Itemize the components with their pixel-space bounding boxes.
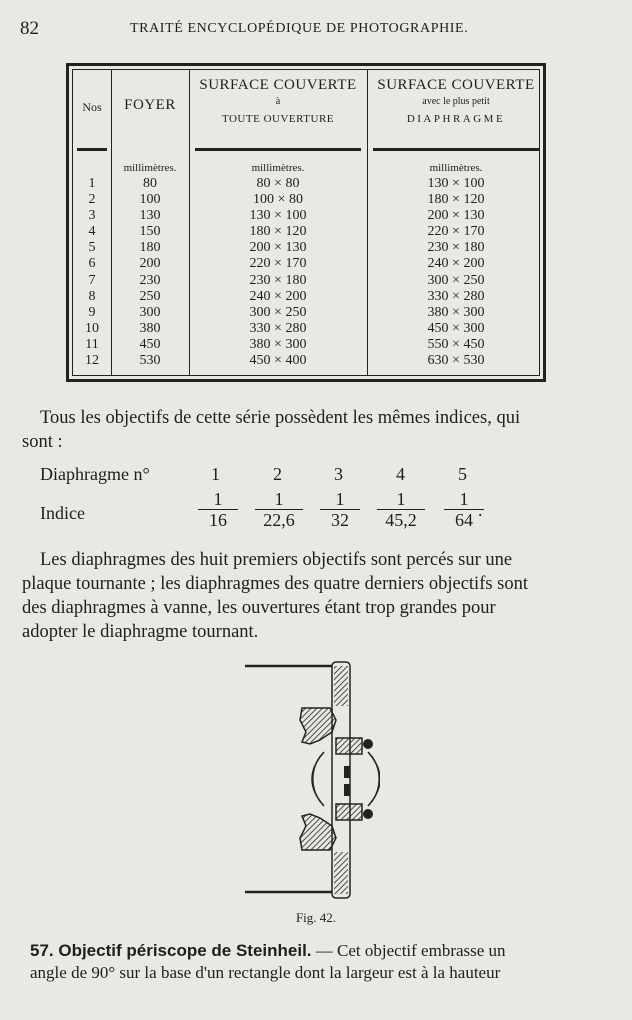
diaphragm-stop <box>344 766 350 778</box>
table-cell-s1: 380 × 300 <box>249 336 307 352</box>
table-cell-s2: 330 × 280 <box>427 288 485 304</box>
fraction-numerator: 1 <box>444 489 484 510</box>
table-cell-no: 5 <box>88 240 96 256</box>
front-meniscus-inner <box>313 756 320 802</box>
diaphragm-number: 5 <box>458 464 467 484</box>
fraction-denominator: 32 <box>331 510 349 530</box>
header-surface-full <box>189 78 367 126</box>
diaphragm-number: 1 <box>211 464 220 484</box>
section-57-line1 <box>30 940 610 962</box>
rear-lens-mount <box>300 814 336 850</box>
screw-head <box>363 809 373 819</box>
paragraph-diaphragms-line4: adopter le diaphragme tournant. <box>22 622 259 642</box>
table-cell-s2: 380 × 300 <box>427 304 485 320</box>
diaphragm-upper-block <box>336 738 362 754</box>
fraction-denominator: 22,6 <box>263 510 295 530</box>
header-surface-small-line2: avec le plus petit <box>422 96 490 107</box>
table-cell-no: 1 <box>88 176 96 191</box>
table-cell-s2: 240 × 200 <box>427 256 485 272</box>
header-nos <box>73 100 111 114</box>
column-foyer <box>111 176 189 369</box>
table-cell-no: 8 <box>88 288 96 304</box>
diaphragm-number: 3 <box>334 464 343 484</box>
unit-surface-full: millimètres. <box>251 162 305 174</box>
table-cell-no: 7 <box>88 272 96 288</box>
column-surface-small <box>367 176 545 369</box>
figure-caption: Fig. 42. <box>295 910 337 925</box>
section-57 <box>30 940 610 984</box>
header-rule <box>77 148 107 151</box>
header-foyer-label: FOYER <box>124 97 176 113</box>
header-nos-label: Nos <box>82 100 102 114</box>
section-heading: 57. Objectif périscope de Steinheil. <box>30 941 312 960</box>
table-cell-s1: 80 × 80 <box>256 176 300 191</box>
table-cell-foyer: 230 <box>139 272 161 288</box>
indice-fraction <box>198 489 238 530</box>
table-cell-s1: 240 × 200 <box>249 288 307 304</box>
page-header <box>20 18 612 42</box>
section-57-line2: angle de 90° sur la base d'un rectangle dont la largeur est à la hauteur <box>30 963 501 982</box>
column-nos <box>73 176 111 369</box>
fraction-numerator: 1 <box>198 489 238 510</box>
indice-fraction <box>320 489 360 530</box>
table-cell-no: 3 <box>88 208 96 224</box>
table-cell-s1: 130 × 100 <box>249 208 307 224</box>
paragraph-diaphragms-line2: plaque tournante ; les diaphragmes des quatre derniers objectifs sont <box>22 574 529 594</box>
diaphragm-number: 4 <box>396 464 405 484</box>
paragraph-indices-line1: Tous les objectifs de cette série possèdent les mêmes indices, qui <box>40 408 521 428</box>
fraction-denominator: 16 <box>209 510 227 530</box>
column-surface-full <box>189 176 367 369</box>
indice-label: Indice <box>40 503 85 523</box>
fraction-denominator: 45,2 <box>385 510 417 530</box>
table-cell-s2: 200 × 130 <box>427 208 485 224</box>
table-cell-foyer: 100 <box>139 192 161 208</box>
unit-foyer: millimètres. <box>123 162 177 174</box>
table-cell-foyer: 80 <box>143 176 157 191</box>
paragraph-diaphragms-line3: des diaphragmes à vanne, les ouvertures étant trop grandes pour <box>22 598 496 618</box>
table-cell-no: 4 <box>88 224 96 240</box>
unit-surface-small: millimètres. <box>429 162 483 174</box>
table-cell-s2: 550 × 450 <box>427 336 485 352</box>
table-cell-s1: 230 × 180 <box>249 272 307 288</box>
table-cell-s1: 300 × 250 <box>249 304 307 320</box>
table-cell-s2: 180 × 120 <box>427 192 485 208</box>
table-cell-foyer: 200 <box>139 256 161 272</box>
table-cell-foyer: 530 <box>139 353 161 369</box>
table-cell-s2: 630 × 530 <box>427 353 485 369</box>
flange-hatch <box>334 852 348 894</box>
flange-hatch <box>334 666 348 706</box>
front-lens-mount <box>300 708 336 744</box>
fraction-numerator: 1 <box>320 489 360 510</box>
paragraph-diaphragms-line1: Les diaphragmes des huit premiers objectifs sont percés sur une <box>40 550 513 570</box>
table-cell-s2: 130 × 100 <box>427 176 485 191</box>
table-cell-foyer: 180 <box>139 240 161 256</box>
diaphragm-lower-block <box>336 804 362 820</box>
table-cell-s1: 180 × 120 <box>249 224 307 240</box>
diaphragm-label: Diaphragme n° <box>40 464 150 484</box>
table-cell-no: 2 <box>88 192 96 208</box>
table-cell-s1: 220 × 170 <box>249 256 307 272</box>
table-cell-s1: 330 × 280 <box>249 320 307 336</box>
fraction-numerator: 1 <box>255 489 303 510</box>
header-surface-small <box>367 78 545 126</box>
table-cell-s1: 200 × 130 <box>249 240 307 256</box>
table-cell-s2: 300 × 250 <box>427 272 485 288</box>
table-cell-no: 6 <box>88 256 96 272</box>
indice-fraction <box>255 489 303 530</box>
table-cell-foyer: 150 <box>139 224 161 240</box>
header-surface-small-line3: DIAPHRAGME <box>406 113 506 125</box>
paragraph-indices-line2: sont : <box>22 432 63 452</box>
diaphragm-stop <box>344 784 350 796</box>
header-surface-small-line1: SURFACE COUVERTE <box>377 77 535 93</box>
lens-table <box>66 63 546 382</box>
fraction-numerator: 1 <box>377 489 425 510</box>
running-title: TRAITÉ ENCYCLOPÉDIQUE DE PHOTOGRAPHIE. <box>130 21 469 36</box>
table-cell-s2: 220 × 170 <box>427 224 485 240</box>
header-surface-full-line1: SURFACE COUVERTE <box>199 77 357 93</box>
fraction-end-dot: . <box>478 500 483 520</box>
section-57-line1-rest: — Cet objectif embrasse un <box>311 941 506 960</box>
header-surface-full-line3: TOUTE OUVERTURE <box>221 113 335 125</box>
table-cell-no: 10 <box>85 320 99 336</box>
screw-head <box>363 739 373 749</box>
table-cell-no: 12 <box>85 353 99 369</box>
table-cell-s2: 450 × 300 <box>427 320 485 336</box>
table-cell-s2: 230 × 180 <box>427 240 485 256</box>
indice-fraction <box>377 489 425 530</box>
diaphragm-number: 2 <box>273 464 282 484</box>
table-cell-no: 9 <box>88 304 96 320</box>
header-surface-full-line2: à <box>275 96 281 107</box>
table-cell-foyer: 300 <box>139 304 161 320</box>
table-cell-s1: 450 × 400 <box>249 353 307 369</box>
header-rule <box>373 148 539 151</box>
table-cell-foyer: 380 <box>139 320 161 336</box>
rear-meniscus-inner <box>372 756 379 802</box>
periscope-lens-figure <box>240 660 380 900</box>
table-cell-foyer: 130 <box>139 208 161 224</box>
table-cell-foyer: 250 <box>139 288 161 304</box>
table-cell-foyer: 450 <box>139 336 161 352</box>
header-rule <box>195 148 361 151</box>
fraction-denominator: 64 <box>455 510 473 530</box>
table-cell-s1: 100 × 80 <box>253 192 303 208</box>
table-cell-no: 11 <box>85 336 99 352</box>
lens-table-inner <box>72 69 540 376</box>
page-number: 82 <box>20 18 39 39</box>
header-foyer <box>111 98 189 112</box>
